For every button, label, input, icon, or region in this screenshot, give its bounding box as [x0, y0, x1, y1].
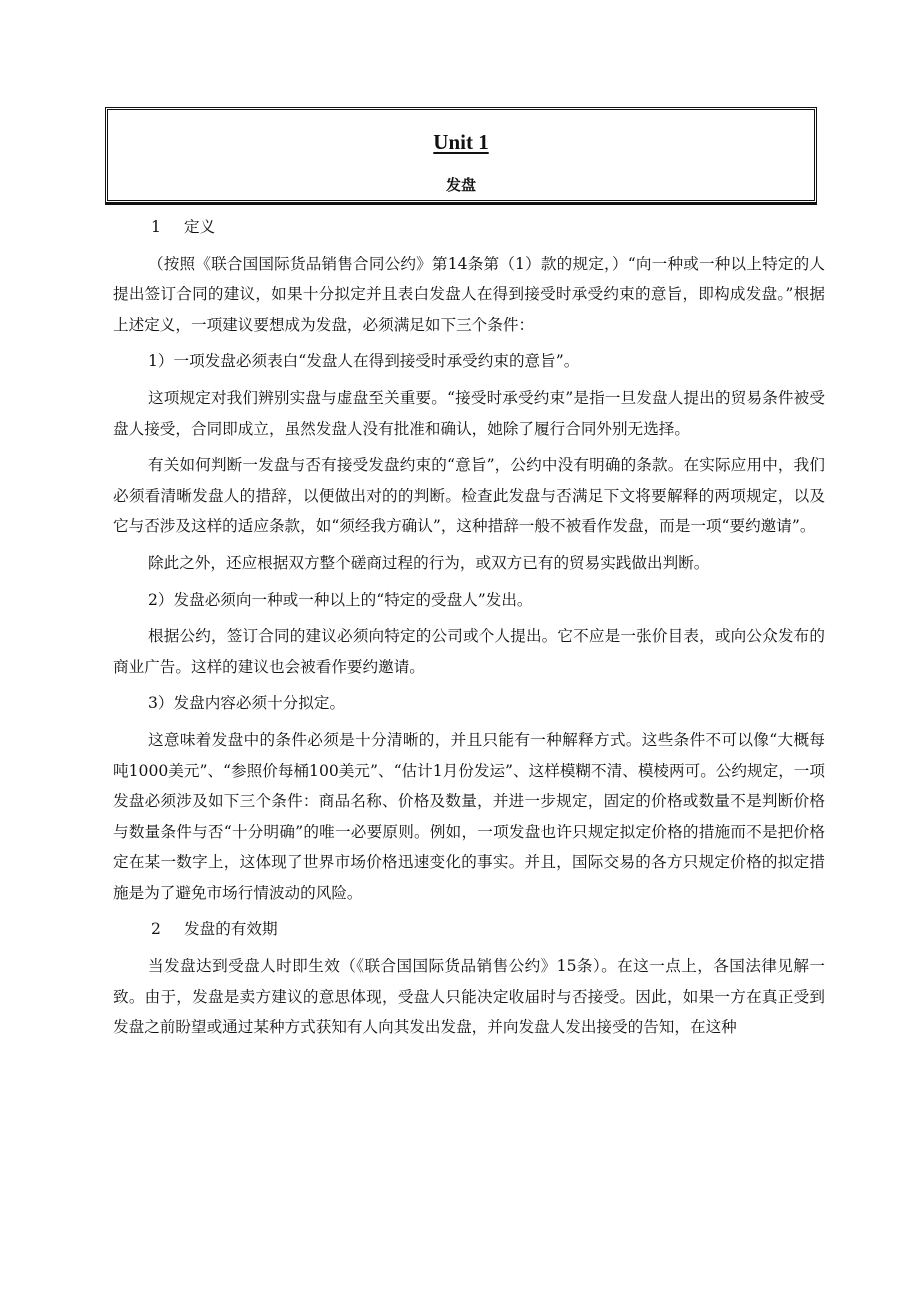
document-body [113, 212, 825, 1049]
condition-2-explanation: 根据公约，签订合同的建议必须向特定的公司或个人提出。它不应是一张价目表，或向公众发布的商业广告。这样的建议也会被看作要约邀请。 [113, 627, 825, 676]
condition-3: 3）发盘内容必须十分拟定。 [148, 694, 346, 713]
practice-paragraph: 除此之外，还应根据双方整个磋商过程的行为，或双方已有的贸易实践做出判断。 [148, 553, 710, 572]
section-1-title: 定义 [184, 218, 216, 236]
unit-title: Unit 1 [433, 130, 489, 154]
condition-2: 2）发盘必须向一种或一种以上的“特定的受盘人”发出。 [148, 590, 533, 609]
section-1-heading [113, 212, 825, 243]
section-2-number: 2 [151, 920, 161, 939]
unit-title-box [105, 107, 817, 203]
condition-3-explanation: 这意味着发盘中的条件必须是十分清晰的，并且只能有一种解释方式。这些条件不可以像“大概每吨1000美元”、“参照价每桶100美元”、“估计1月份发运”、这样模糊不清、模棱两可。公约规定，一项发盘必须涉及如下三个条件：商品名称、价格及数量，并进一步规定，固定的价格或数量不是判断价格与数量条件与否“十分明确”的唯一必要原则。例如，一项发盘也许只规定拟定价格的措施而不是把价格定在某一数字上，这体现了世界市场价格迅速变化的事实。并且，国际交易的各方只规定价格的拟定措施是为了避免市场行情波动的风险。 [113, 730, 825, 902]
condition-1-explanation: 这项规定对我们辨别实盘与虚盘至关重要。“接受时承受约束”是指一旦发盘人提出的贸易条件被受盘人接受，合同即成立，虽然发盘人没有批准和确认，她除了履行合同外别无选择。 [113, 388, 825, 438]
condition-1: 1）一项发盘必须表白“发盘人在得到接受时承受约束的意旨”。 [148, 352, 580, 371]
intent-paragraph: 有关如何判断一发盘与否有接受发盘约束的“意旨”，公约中没有明确的条款。在实际应用中，我们必须看清晰发盘人的措辞，以便做出对的的判断。检查此发盘与否满足下文将要解释的两项规定，以及它与否涉及这样的适应条款，如“须经我方确认”，这种措辞一般不被看作发盘，而是一项“要约邀请”。 [113, 456, 825, 536]
unit-subtitle: 发盘 [445, 176, 476, 194]
validity-paragraph: 当发盘达到受盘人时即生效（《联合国国际货品销售公约》15条）。在这一点上，各国法律见解一致。由于，发盘是卖方建议的意思体现，受盘人只能决定收届时与否接受。因此，如果一方在真正受到发盘之前盼望或通过某种方式获知有人向其发出发盘，并向发盘人发出接受的告知，在这种 [113, 957, 825, 1037]
definition-paragraph: （按照《联合国国际货品销售合同公约》第14条第（1）款的规定，）“向一种或一种以上特定的人提出签订合同的建议，如果十分拟定并且表白发盘人在得到接受时承受约束的意旨，即构成发盘。”根据上述定义，一项建议要想成为发盘，必须满足如下三个条件： [113, 254, 825, 334]
section-1-number: 1 [151, 218, 161, 236]
section-2-title: 发盘的有效期 [184, 920, 278, 939]
section-2-heading [113, 914, 825, 945]
